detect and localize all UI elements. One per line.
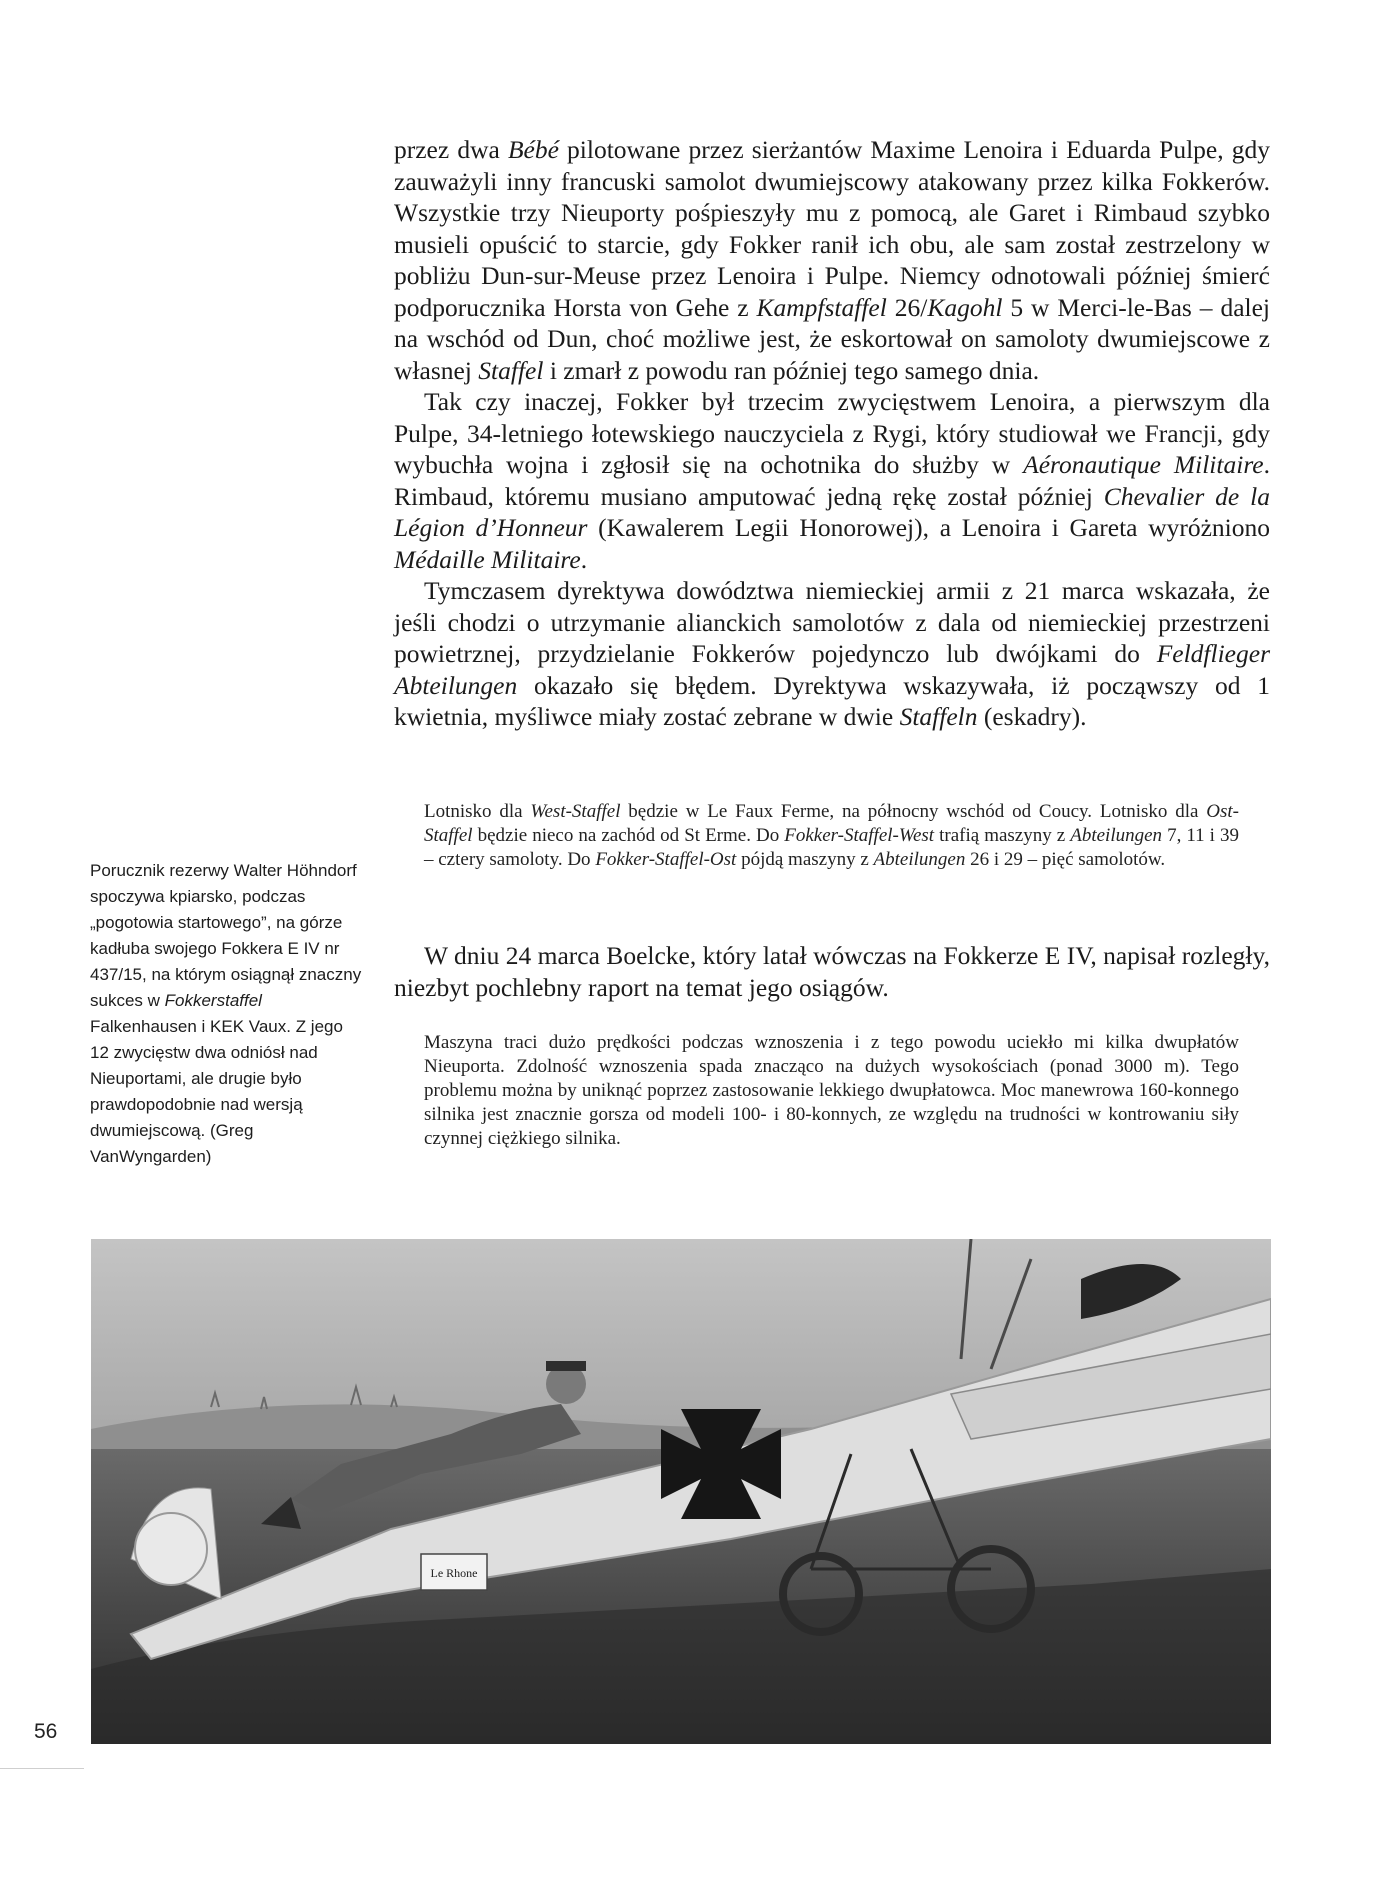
photo-fokker-e-iv <box>91 1239 1271 1744</box>
page-number: 56 <box>34 1720 58 1743</box>
fuselage-label: Le Rhone <box>430 1566 478 1580</box>
main-text <box>394 134 1270 733</box>
quote-west-ost: Lotnisko dla West-Staffel będzie w Le Faux Ferme, na północny wschód od Coucy. Lotnisko dla Ost-Staffel będzie nieco na zachód od St Erme. Do Fokker-Staffel-West trafią maszyny z Abteilungen 7, 11 i 39 – cztery samoloty. Do Fokker-Staffel-Ost pójdą maszyny z Abteilungen 26 i 29 – pięć samolotów. <box>424 801 1239 870</box>
paragraph-1: przez dwa Bébé pilotowane przez sierżantów Maxime Lenoira i Eduarda Pulpe, gdy zauważyli inny francuski samolot dwumiejscowy atakowany przez kilka Fokkerów. Wszystkie trzy Nieuporty pośpieszyły mu z pomocą, ale Garet i Rimbaud szybko musieli opuścić to starcie, gdy Fokker ranił ich obu, ale sam został zestrzelony w pobliżu Dun-sur-Meuse przez Lenoira i Pulpe. Niemcy odnotowali później śmierć podporucznika Horsta von Gehe z Kampfstaffel 26/Kagohl 5 w Merci-le-Bas – dalej na wschód od Dun, choć możliwe jest, że eskortował on samoloty dwumiejscowe z własnej Staffel i zmarł z powodu ran później tego samego dnia. <box>394 135 1270 385</box>
quote-boelcke-report: Maszyna traci dużo prędkości podczas wznoszenia i z tego powodu uciekło mi kilka dwupłatów Nieuporta. Zdolność wznoszenia spada znacząco na dużych wysokościach (ponad 3000 m). Tego problemu można by uniknąć poprzez zastosowanie lekkiego dwupłatowca. Moc manewrowa 160-konnego silnika jest znacznie gorsza od modeli 100- i 80-konnych, ze względu na trudności w kontrowaniu siły czynnej ciężkiego silnika. <box>424 1032 1239 1149</box>
paragraph-boelcke: W dniu 24 marca Boelcke, który latał wówczas na Fokkerze E IV, napisał rozległy, niezbyt pochlebny raport na temat jego osiągów. <box>394 941 1270 1002</box>
paragraph-3: Tymczasem dyrektywa dowództwa niemieckiej armii z 21 marca wskazała, że jeśli chodzi o utrzymanie alianckich samolotów z dala od niemieckiej przestrzeni powietrznej, przydzielanie Fokkerów pojedynczo lub dwójkami do Feldflieger Abteilungen okazało się błędem. Dyrektywa wskazywała, iż począwszy od 1 kwietnia, myśliwce miały zostać zebrane w dwie Staffeln (eskadry). <box>394 576 1270 731</box>
photo-caption: Porucznik rezerwy Walter Höhndorf spoczywa kpiarsko, podczas „pogotowia startowego”, na górze kadłuba swojego Fokkera E IV nr 437/15, na którym osiągnął znaczny sukces w Fokkerstaffel Falkenhausen i KEK Vaux. Z jego 12 zwycięstw dwa odniósł nad Nieuportami, ale drugie było prawdopodobnie nad wersją dwumiejscową. (Greg VanWyngarden) <box>90 861 362 1166</box>
page-rule <box>0 1768 84 1769</box>
paragraph-2: Tak czy inaczej, Fokker był trzecim zwycięstwem Lenoira, a pierwszym dla Pulpe, 34-letniego łotewskiego nauczyciela z Rygi, który studiował we Francji, gdy wybuchła wojna i zgłosił się na ochotnika do służby w Aéronautique Militaire. Rimbaud, któremu musiano amputować jedną rękę został później Chevalier de la Légion d’Honneur (Kawalerem Legii Honorowej), a Lenoira i Gareta wyróżniono Médaille Militaire. <box>394 387 1271 574</box>
